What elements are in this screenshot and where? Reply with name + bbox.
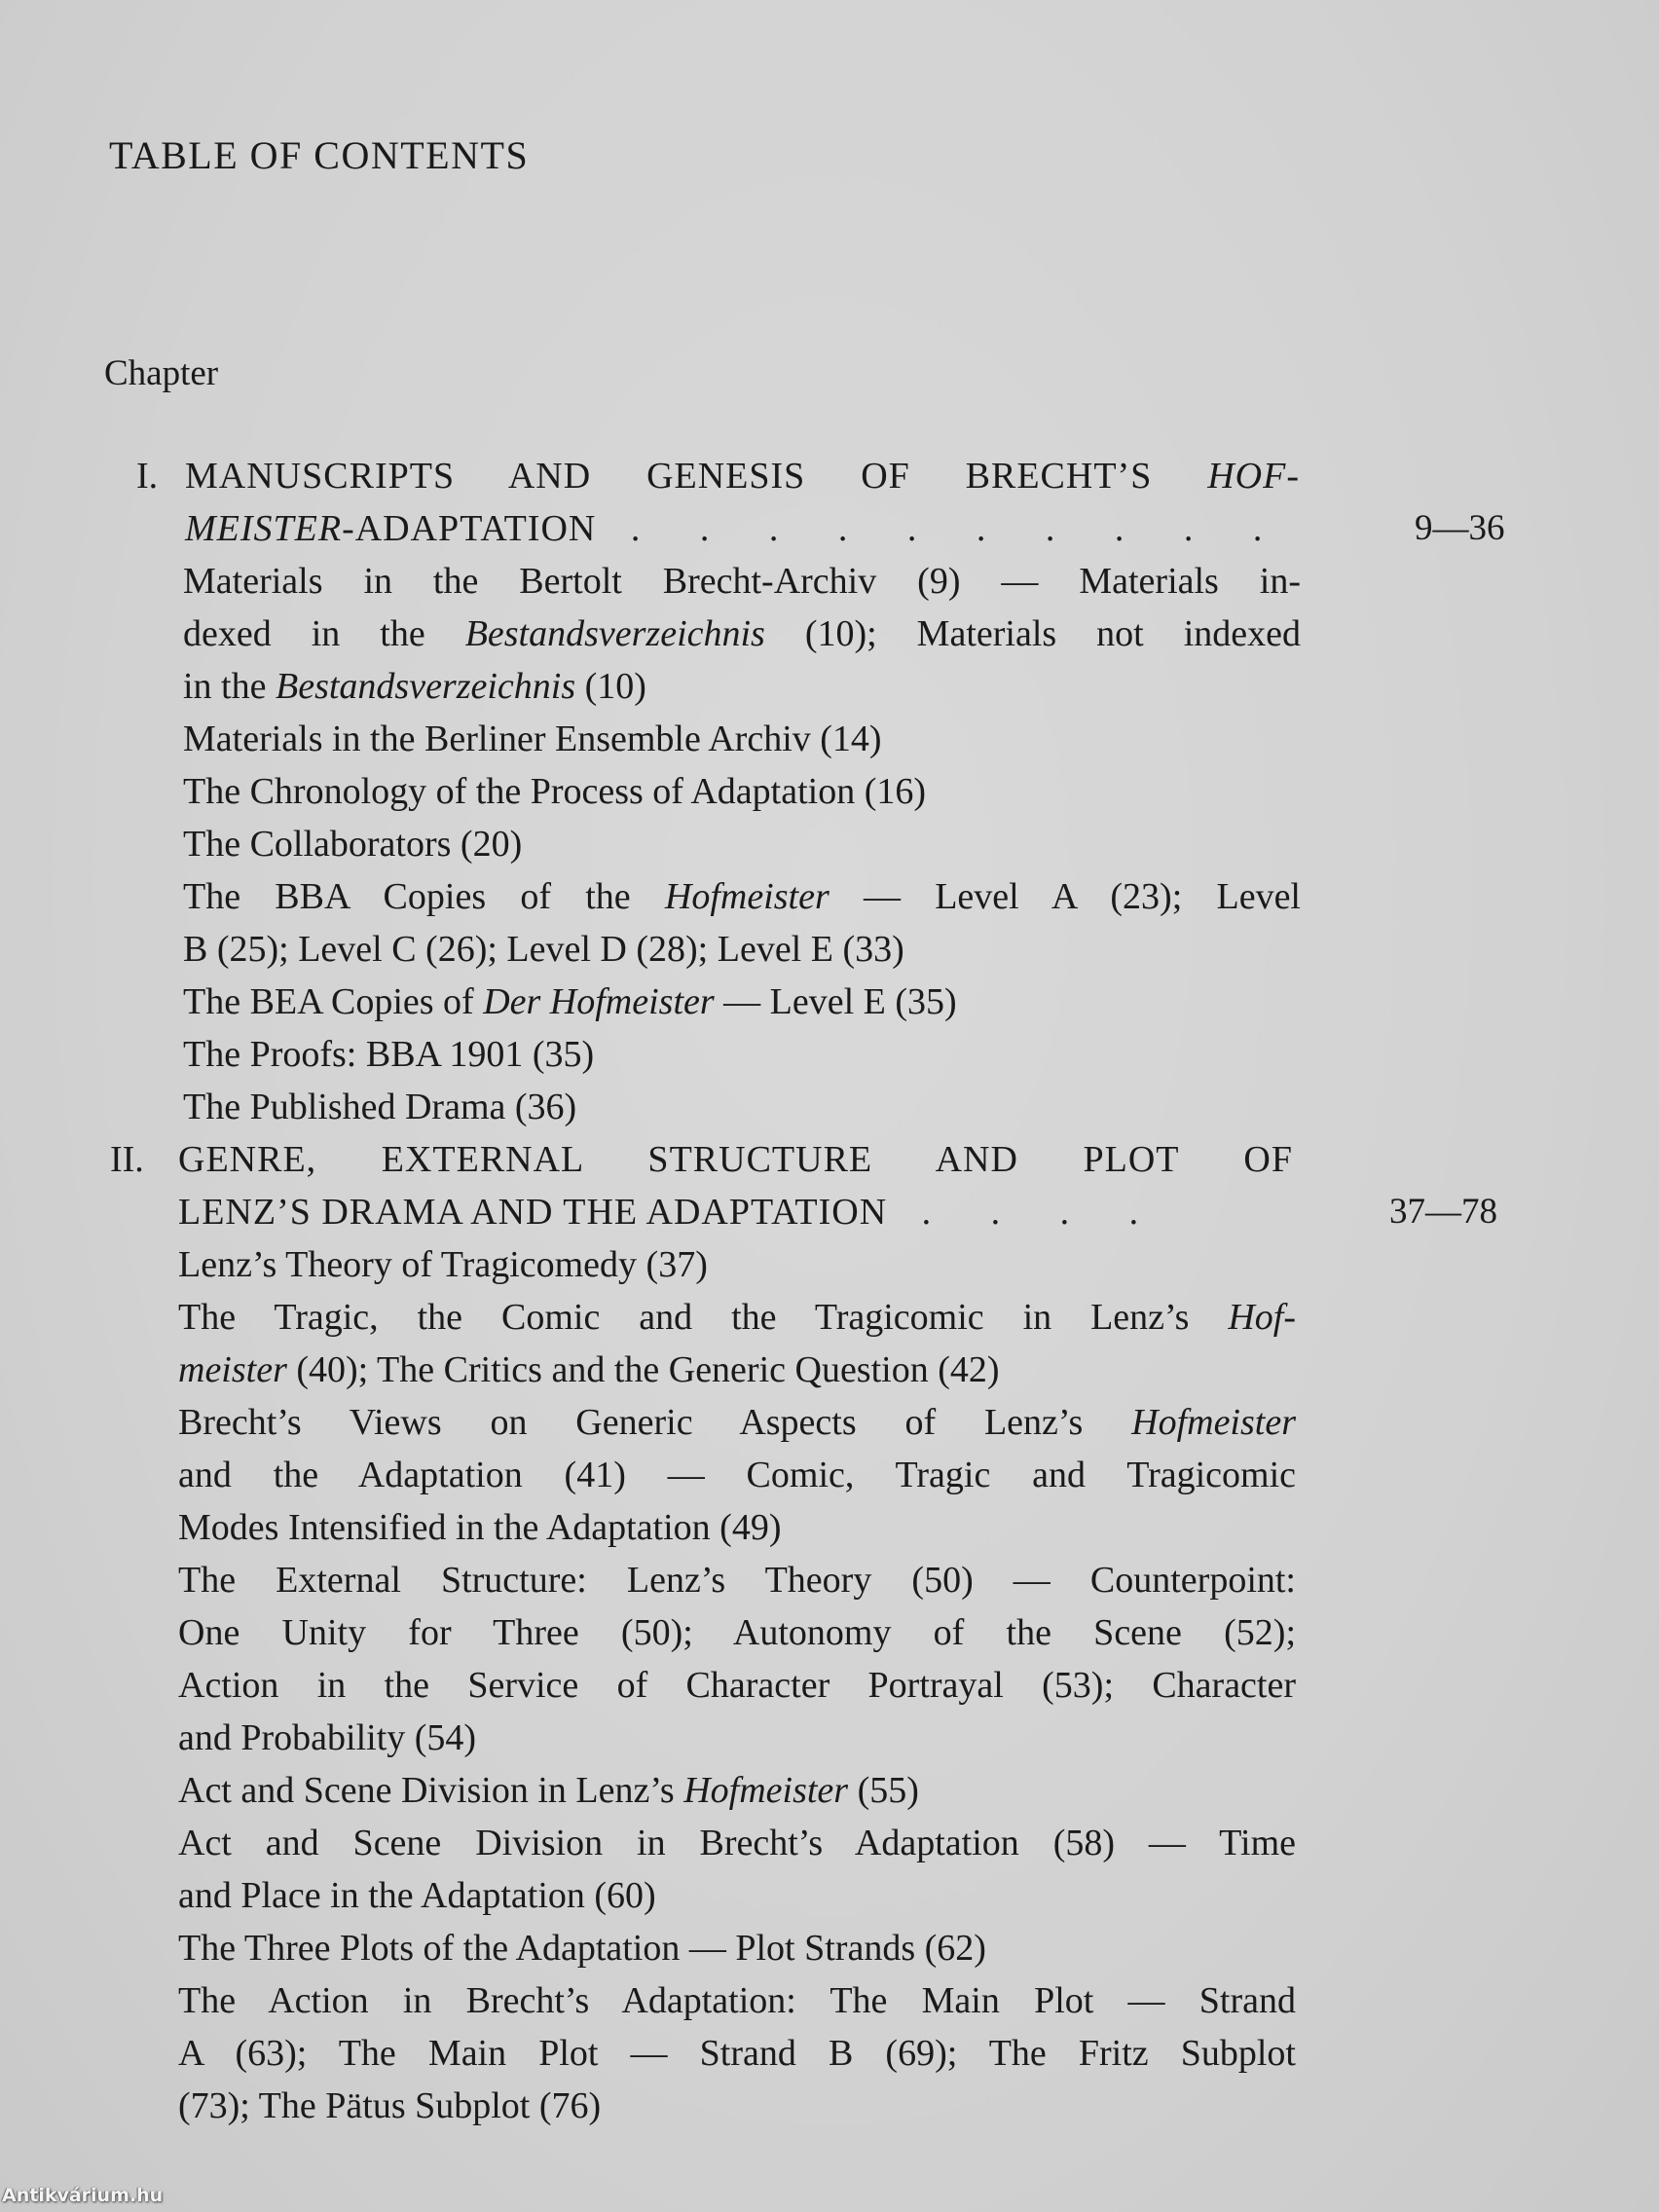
section-entry-part: The BEA Copies of xyxy=(183,981,484,1022)
section-entry-part: Action in the Service of Character Portrayal (53); Character xyxy=(178,1665,1296,1706)
section-entry-line xyxy=(0,1659,1659,1712)
section-entry-part: Modes Intensified in the Adaptation (49) xyxy=(178,1507,782,1548)
section-entry-text xyxy=(178,1764,1296,1817)
section-entry-text xyxy=(178,2027,1296,2080)
section-entry-line xyxy=(0,765,1659,818)
section-entry-part: A (63); The Main Plot — Strand B (69); The Fritz Subplot xyxy=(178,2033,1296,2074)
toc-section-entry[interactable] xyxy=(0,818,1659,870)
section-entry-part: Materials in the Berliner Ensemble Archiv (14) xyxy=(183,719,882,759)
section-entry-text xyxy=(178,1449,1296,1501)
section-entry-part: Act and Scene Division in Brecht’s Adaptation (58) — Time xyxy=(178,1823,1296,1863)
section-entry-part: B (25); Level C (26); Level D (28); Level E (33) xyxy=(183,929,904,970)
section-entry-text xyxy=(178,1817,1296,1869)
section-entry-line xyxy=(0,1291,1659,1344)
section-entry-text xyxy=(183,1028,1301,1081)
toc-section-entry[interactable] xyxy=(0,870,1659,976)
chapter-title-part: HOF- xyxy=(1207,456,1300,497)
section-entry-part: meister xyxy=(178,1349,287,1390)
section-entry-part: (55) xyxy=(848,1770,919,1811)
section-entry-part: (40); The Critics and the Generic Question (42) xyxy=(286,1349,1000,1390)
section-entry-line xyxy=(0,555,1659,608)
section-entry-part: Brecht’s Views on Generic Aspects of Lenz’s xyxy=(178,1402,1132,1443)
section-entry-text xyxy=(183,608,1301,660)
section-entry-line xyxy=(0,608,1659,660)
section-entry-text xyxy=(183,555,1301,608)
section-entry-part: — Level A (23); Level xyxy=(829,876,1301,917)
toc-section-entry[interactable] xyxy=(0,976,1659,1028)
section-entry-line xyxy=(0,1344,1659,1396)
chapter-title[interactable] xyxy=(185,450,1300,502)
section-entry-line xyxy=(0,660,1659,713)
section-entry-text xyxy=(183,976,1301,1028)
section-entry-line xyxy=(0,713,1659,765)
section-entry-part: dexed in the xyxy=(183,613,465,654)
page-title: TABLE OF CONTENTS xyxy=(109,133,530,177)
watermark: Antikvárium.hu xyxy=(2,2185,164,2206)
toc-section-entry[interactable] xyxy=(0,1291,1659,1396)
chapter-title[interactable] xyxy=(185,502,1300,555)
section-entry-part: One Unity for Three (50); Autonomy of the Scene (52); xyxy=(178,1612,1296,1653)
section-entry-part: The Three Plots of the Adaptation — Plot Strands (62) xyxy=(178,1928,986,1969)
section-entry-text xyxy=(178,1396,1296,1449)
section-entry-line xyxy=(0,1028,1659,1081)
section-entry-text xyxy=(178,1606,1296,1659)
chapter-heading-line xyxy=(0,450,1659,502)
section-entry-part: in the xyxy=(183,666,276,707)
section-entry-part: The Collaborators (20) xyxy=(183,824,523,865)
section-entry-text xyxy=(178,1344,1296,1396)
section-entry-line xyxy=(0,1974,1659,2027)
chapter-heading-line xyxy=(0,1186,1659,1238)
toc-section-entry[interactable] xyxy=(0,1817,1659,1922)
section-entry-line xyxy=(0,2080,1659,2132)
section-entry-line xyxy=(0,923,1659,976)
chapter-title-part: -ADAPTATION xyxy=(342,508,597,549)
section-entry-line xyxy=(0,1869,1659,1922)
section-entry-text xyxy=(178,1869,1296,1922)
toc-section-entry[interactable] xyxy=(0,555,1659,713)
section-entry-text xyxy=(178,1712,1296,1764)
section-entry-text xyxy=(183,923,1301,976)
chapter-numeral: I. xyxy=(136,456,159,497)
section-entry-part: The External Structure: Lenz’s Theory (50) — Counterpoint: xyxy=(178,1560,1296,1601)
toc-section-entry[interactable] xyxy=(0,1554,1659,1764)
section-entry-line xyxy=(0,1501,1659,1554)
section-entry-line xyxy=(0,1712,1659,1764)
toc-section-entry[interactable] xyxy=(0,1081,1659,1133)
section-entry-part: Bestandsverzeichnis xyxy=(275,666,576,707)
toc-section-entry[interactable] xyxy=(0,1764,1659,1817)
section-entry-part: The Chronology of the Process of Adaptation (16) xyxy=(183,771,927,812)
section-entry-text xyxy=(178,1659,1296,1712)
section-entry-text xyxy=(178,1501,1296,1554)
toc-section-entry[interactable] xyxy=(0,1974,1659,2132)
section-entry-text xyxy=(178,1238,1296,1291)
dot-leader: . . . . xyxy=(887,1192,1164,1233)
section-entry-text xyxy=(183,660,1301,713)
toc-chapter xyxy=(0,450,1659,1133)
section-entry-text xyxy=(183,870,1301,923)
section-entry-text xyxy=(178,1974,1296,2027)
section-entry-part: The Action in Brecht’s Adaptation: The Main Plot — Strand xyxy=(178,1980,1296,2021)
section-entry-part: Hof- xyxy=(1228,1297,1296,1338)
section-entry-text xyxy=(178,2080,1296,2132)
toc-section-entry[interactable] xyxy=(0,765,1659,818)
section-entry-line xyxy=(0,870,1659,923)
section-entry-part: (10) xyxy=(575,666,646,707)
section-entry-text xyxy=(183,818,1301,870)
chapter-heading-line xyxy=(0,1133,1659,1186)
section-entry-text xyxy=(183,1081,1301,1133)
chapter-numeral: II. xyxy=(110,1139,144,1180)
chapter-title-part: MANUSCRIPTS AND GENESIS OF BRECHT’S xyxy=(185,456,1208,497)
chapter-title-part: LENZ’S DRAMA AND THE ADAPTATION xyxy=(178,1192,888,1233)
section-entry-part: Der Hofmeister xyxy=(483,981,715,1022)
toc-section-entry[interactable] xyxy=(0,1028,1659,1081)
chapter-heading-line xyxy=(0,502,1659,555)
section-entry-part: and the Adaptation (41) — Comic, Tragic and Tragicomic xyxy=(178,1455,1296,1495)
section-entry-part: The Tragic, the Comic and the Tragicomic in Lenz’s xyxy=(178,1297,1229,1338)
section-entry-part: The Published Drama (36) xyxy=(183,1087,577,1127)
section-entry-line xyxy=(0,1081,1659,1133)
section-entry-part: Materials in the Bertolt Brecht-Archiv (9) — Materials in- xyxy=(183,561,1301,602)
toc-section-entry[interactable] xyxy=(0,1922,1659,1974)
section-entry-part: (10); Materials not indexed xyxy=(764,613,1302,654)
section-entry-part: Lenz’s Theory of Tragicomedy (37) xyxy=(178,1244,708,1285)
chapter-title[interactable] xyxy=(178,1133,1293,1186)
section-entry-part: Hofmeister xyxy=(1131,1402,1296,1443)
section-entry-part: Bestandsverzeichnis xyxy=(464,613,765,654)
chapter-column-label: Chapter xyxy=(104,353,219,393)
section-entry-part: and Probability (54) xyxy=(178,1717,477,1758)
chapter-title-part: GENRE, EXTERNAL STRUCTURE AND PLOT OF xyxy=(178,1139,1293,1180)
section-entry-line xyxy=(0,1817,1659,1869)
chapter-title[interactable] xyxy=(178,1186,1293,1238)
toc-section-entry[interactable] xyxy=(0,1396,1659,1554)
chapter-title-part: MEISTER xyxy=(185,508,343,549)
toc-chapter xyxy=(0,1133,1659,2132)
section-entry-line xyxy=(0,1449,1659,1501)
section-entry-line xyxy=(0,818,1659,870)
section-entry-part: and Place in the Adaptation (60) xyxy=(178,1875,656,1916)
chapter-page-range: 9—36 xyxy=(1415,508,1505,548)
section-entry-text xyxy=(178,1291,1296,1344)
dot-leader: . . . . . . . . . . xyxy=(596,508,1288,549)
section-entry-line xyxy=(0,2027,1659,2080)
section-entry-part: Act and Scene Division in Lenz’s xyxy=(178,1770,684,1811)
section-entry-part: — Level E (35) xyxy=(714,981,957,1022)
section-entry-text xyxy=(183,765,1301,818)
section-entry-line xyxy=(0,1606,1659,1659)
section-entry-text xyxy=(183,713,1301,765)
section-entry-part: The Proofs: BBA 1901 (35) xyxy=(183,1034,595,1075)
section-entry-line xyxy=(0,1238,1659,1291)
section-entry-line xyxy=(0,1764,1659,1817)
section-entry-line xyxy=(0,1554,1659,1606)
section-entry-line xyxy=(0,976,1659,1028)
toc-chapter-list xyxy=(0,450,1659,2132)
section-entry-part: Hofmeister xyxy=(683,1770,849,1811)
section-entry-text xyxy=(178,1922,1296,1974)
toc-section-entry[interactable] xyxy=(0,1238,1659,1291)
section-entry-part: Hofmeister xyxy=(664,876,830,917)
section-entry-line xyxy=(0,1922,1659,1974)
section-entry-text xyxy=(178,1554,1296,1606)
section-entry-part: (73); The Pätus Subplot (76) xyxy=(178,2085,602,2126)
chapter-page-range: 37—78 xyxy=(1389,1192,1497,1232)
section-entry-line xyxy=(0,1396,1659,1449)
toc-section-entry[interactable] xyxy=(0,713,1659,765)
section-entry-part: The BBA Copies of the xyxy=(183,876,665,917)
